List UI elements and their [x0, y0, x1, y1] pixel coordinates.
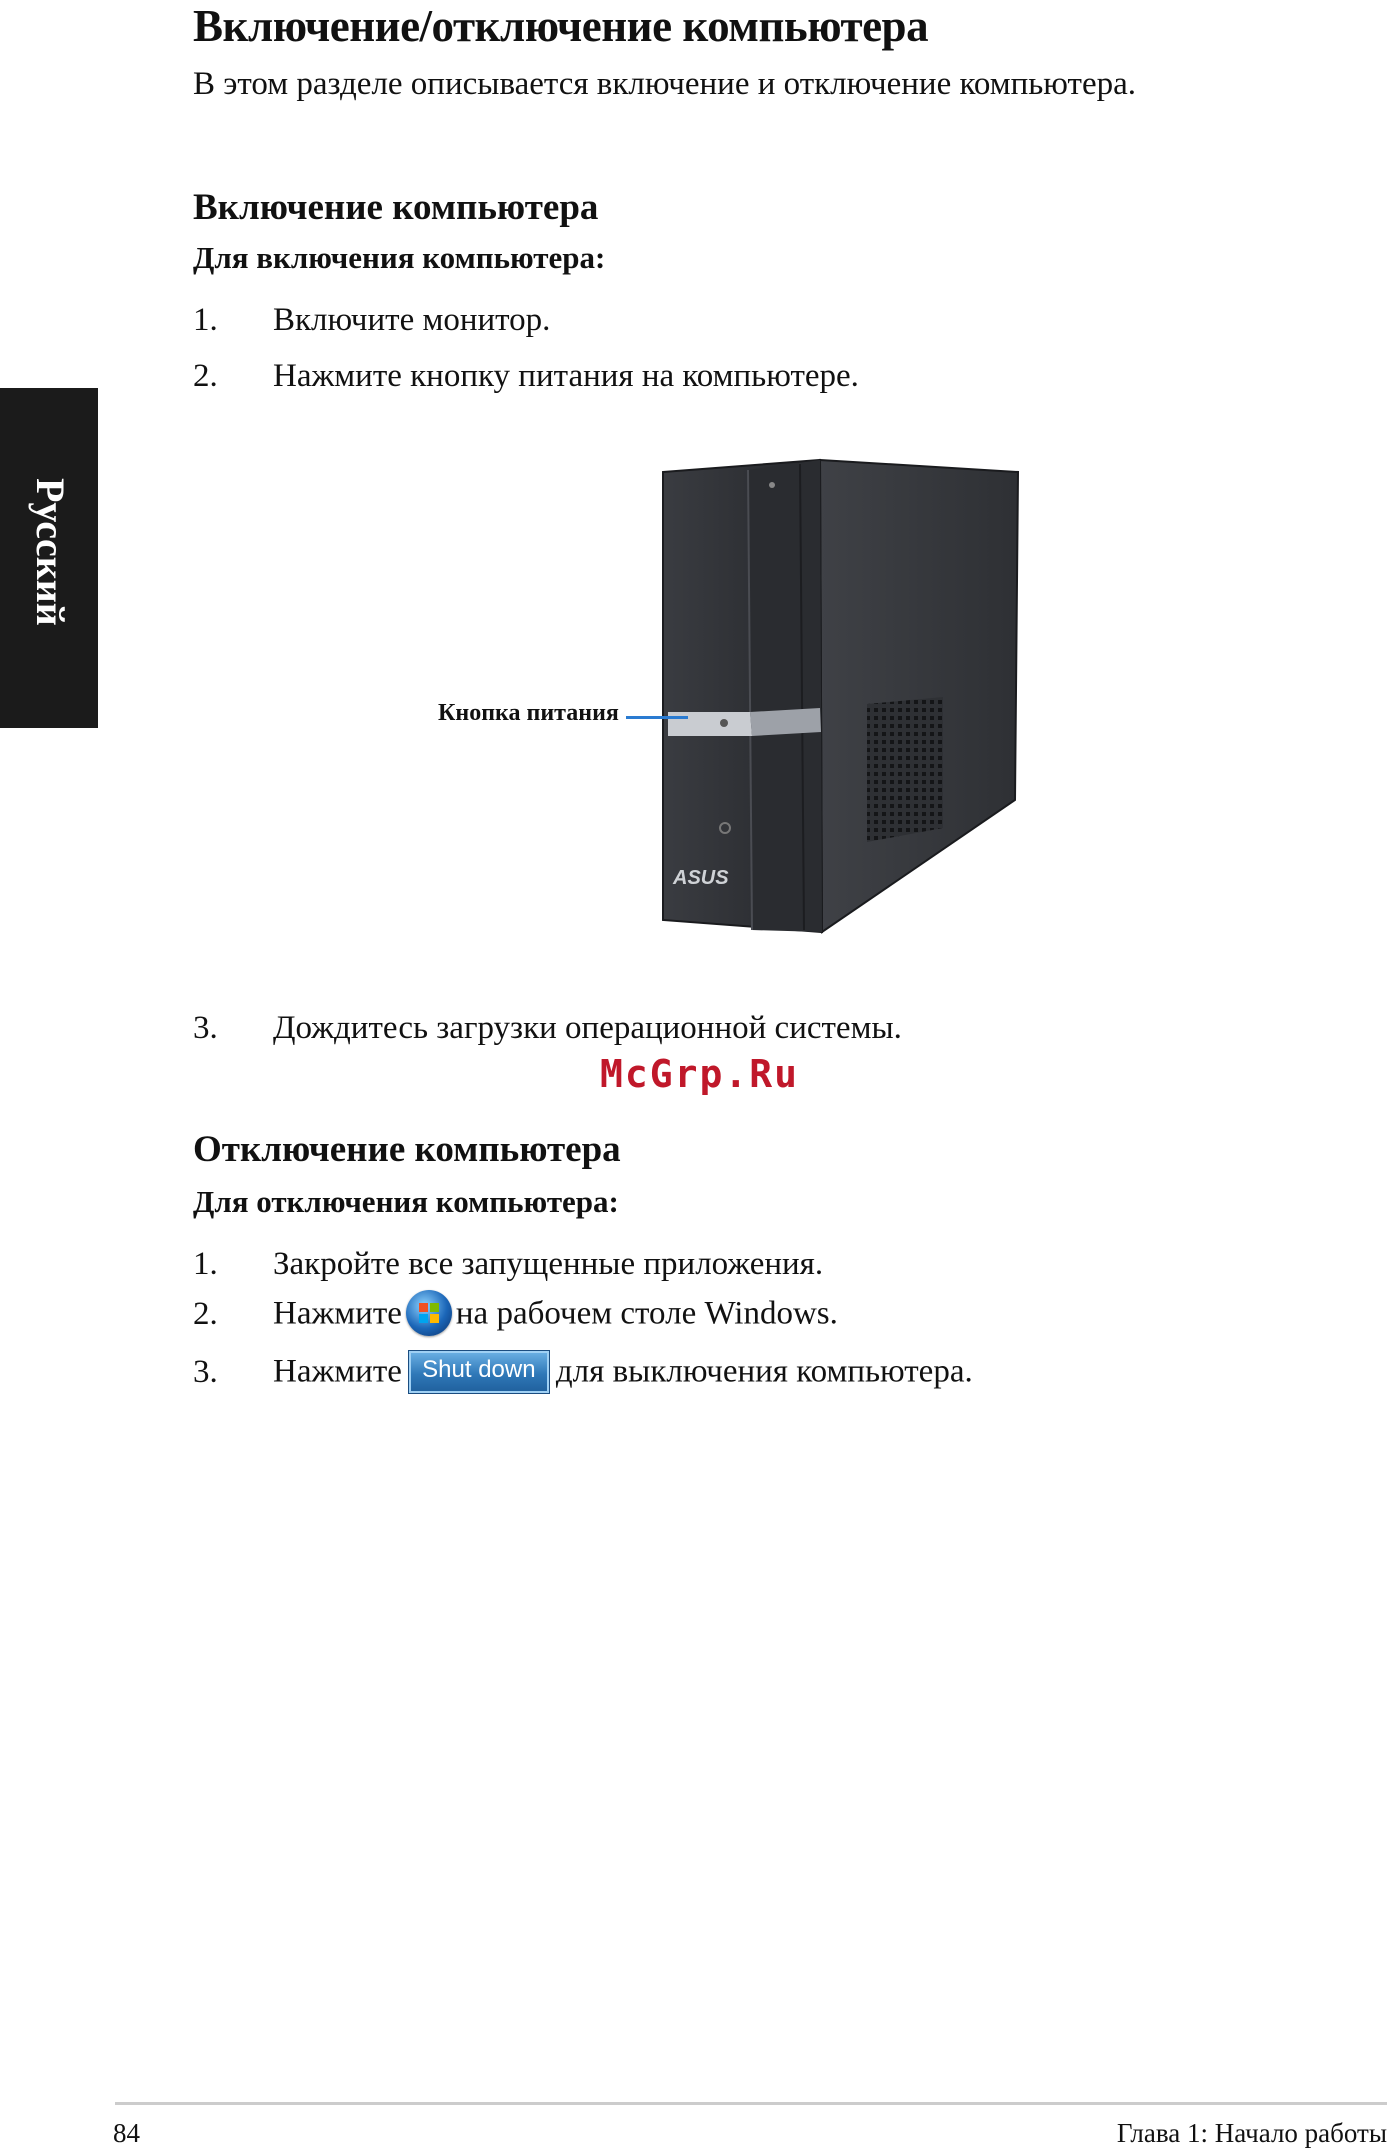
asus-logo: ASUS [673, 867, 729, 889]
page-title: Включение/отключение компьютера [193, 1, 929, 51]
power-button-callout: Кнопка питания [438, 700, 619, 726]
power-off-step-1 [193, 1246, 823, 1283]
step-text: Включите монитор. [273, 302, 551, 338]
power-on-heading: Включение компьютера [193, 187, 599, 228]
power-off-heading: Отключение компьютера [193, 1129, 621, 1170]
intro-text: В этом разделе описывается включение и отключение компьютера. [193, 66, 1136, 102]
power-off-step-3 [193, 1350, 973, 1398]
step-number: 3. [193, 1353, 218, 1390]
step-text: Нажмите кнопку питания на компьютере. [273, 358, 859, 394]
power-on-step-3 [193, 1010, 902, 1047]
power-on-step-2 [193, 358, 859, 395]
step-number: 3. [193, 1010, 218, 1046]
step-number: 1. [193, 1246, 218, 1282]
chapter-title: Глава 1: Начало работы [1116, 2118, 1387, 2148]
power-on-subheading: Для включения компьютера: [193, 240, 606, 275]
step-text-after: для выключения компьютера. [555, 1353, 973, 1390]
step-text: Дождитесь загрузки операционной системы. [273, 1010, 902, 1046]
desktop-tower-illustration [640, 450, 1030, 950]
shut-down-button[interactable]: Shut down [408, 1350, 550, 1394]
power-off-subheading: Для отключения компьютера: [193, 1184, 619, 1219]
step-number: 1. [193, 302, 218, 338]
watermark: McGrp.Ru [600, 1052, 800, 1096]
page-number: 84 [113, 2118, 140, 2148]
step-text-before: Нажмите [273, 1295, 402, 1332]
step-number: 2. [193, 1295, 218, 1332]
power-on-step-1 [193, 302, 550, 339]
windows-start-icon[interactable] [406, 1290, 452, 1336]
step-number: 2. [193, 358, 218, 394]
language-side-label: Русский [28, 478, 73, 626]
footer-divider [115, 2102, 1387, 2105]
power-off-step-2 [193, 1290, 838, 1342]
step-text-after: на рабочем столе Windows. [455, 1295, 838, 1332]
step-text: Закройте все запущенные приложения. [273, 1246, 824, 1282]
step-text-before: Нажмите [273, 1353, 402, 1390]
callout-line [626, 716, 688, 719]
